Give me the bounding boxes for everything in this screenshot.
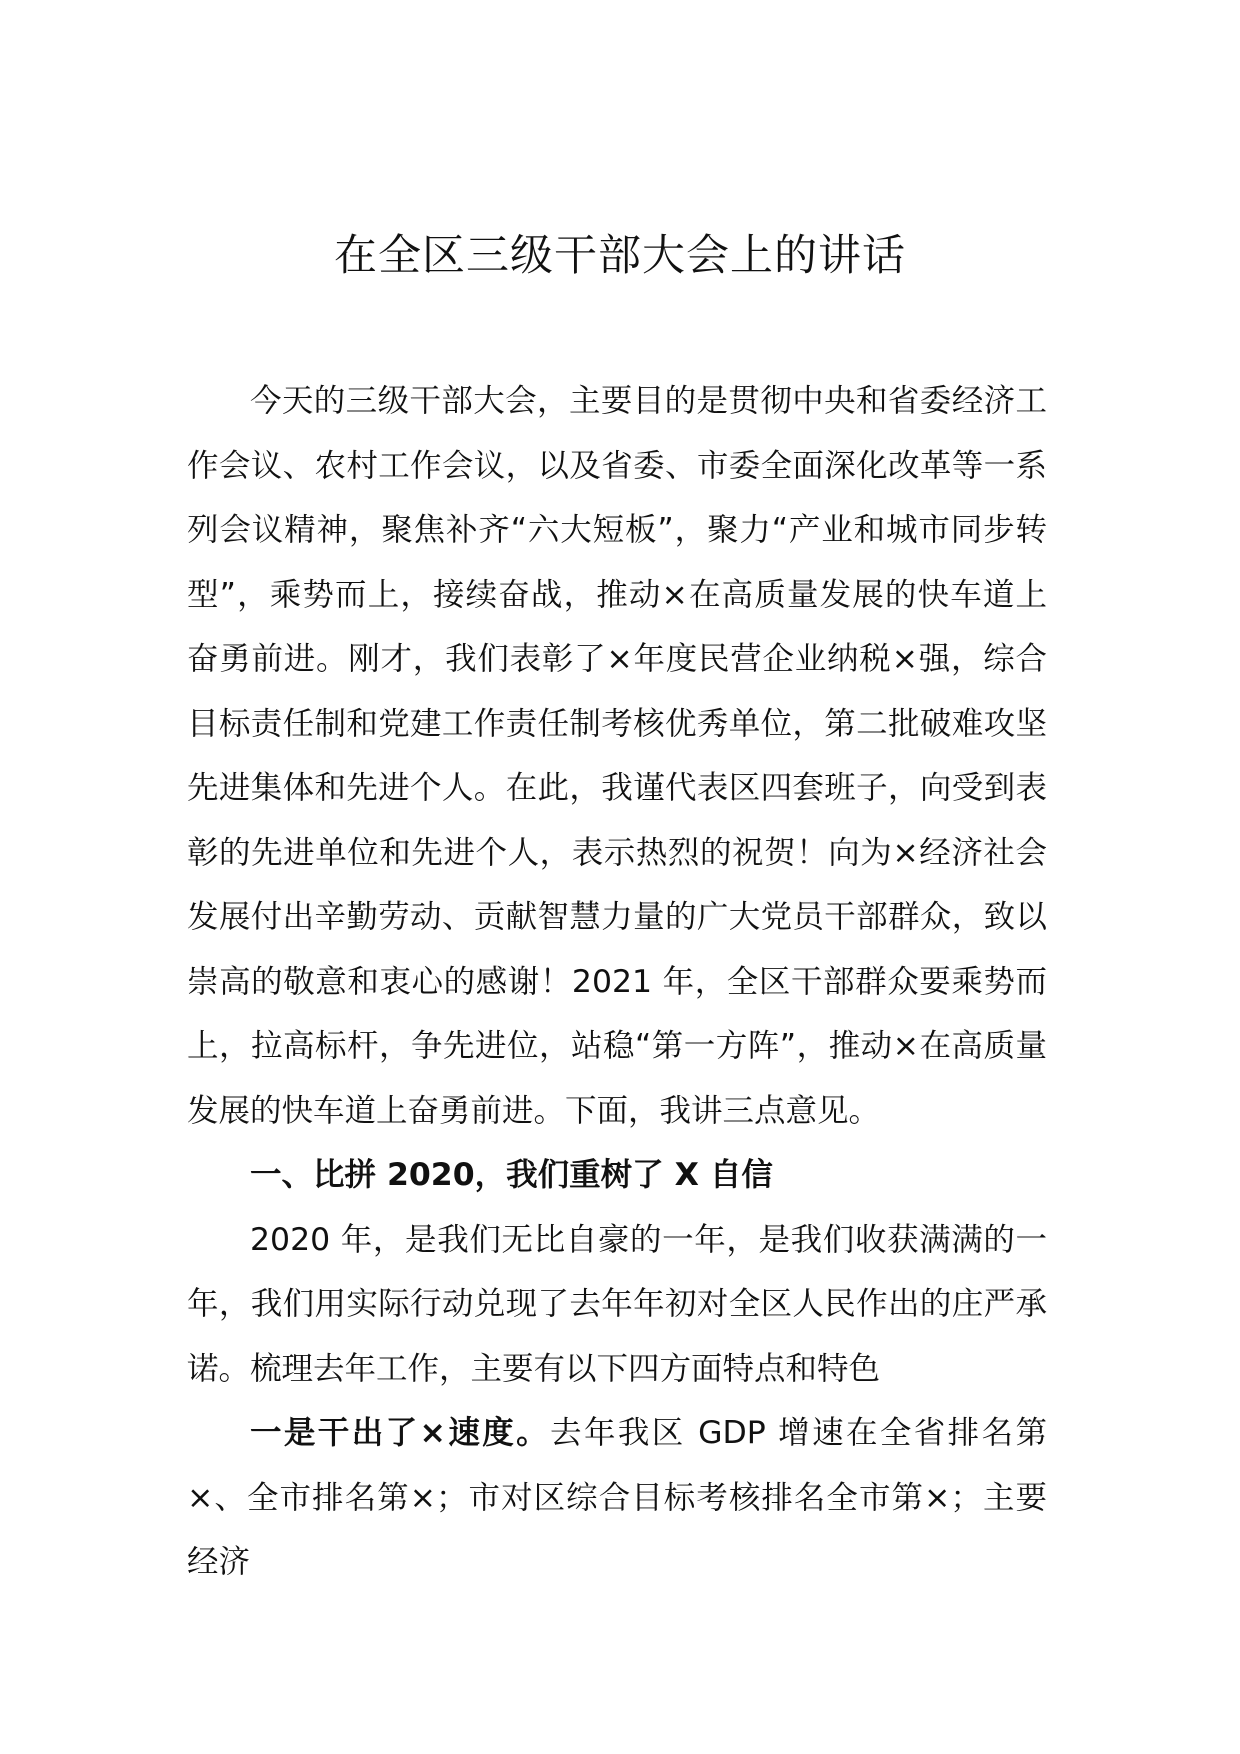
point-one-paragraph — [187, 1401, 1047, 1595]
intro-paragraph: 今天的三级干部大会，主要目的是贯彻中央和省委经济工作会议、农村工作会议，以及省委、市委全面深化改革等一系列会议精神，聚焦补齐“六大短板”，聚力“产业和城市同步转型”，乘势而上，接续奋战，推动×在高质量发展的快车道上奋勇前进。刚才，我们表彰了×年度民营企业纳税×强，综合目标责任制和党建工作责任制考核优秀单位，第二批破难攻坚先进集体和先进个人。在此，我谨代表区四套班子，向受到表彰的先进单位和先进个人，表示热烈的祝贺！向为×经济社会发展付出辛勤劳动、贡献智慧力量的广大党员干部群众，致以崇高的敬意和衷心的感谢！2021 年，全区干部群众要乘势而上，拉高标杆，争先进位，站稳“第一方阵”，推动×在高质量发展的快车道上奋勇前进。下面，我讲三点意见。 — [187, 383, 1047, 1129]
point-one-text: 去年我区 GDP 增速在全省排名第×、全市排名第×；市对区综合目标考核排名全市第×；主要经济 — [187, 1415, 1047, 1580]
document-title: 在全区三级干部大会上的讲话 — [334, 231, 906, 281]
document-body — [187, 369, 1047, 1595]
point-one-lead: 一是干出了×速度。 — [250, 1415, 551, 1451]
section-paragraph: 2020 年，是我们无比自豪的一年，是我们收获满满的一年，我们用实际行动兑现了去年年初对全区人民作出的庄严承诺。梳理去年工作，主要有以下四方面特点和特色 — [187, 1221, 1047, 1387]
section-heading: 一、比拼 2020，我们重树了 X 自信 — [250, 1157, 773, 1193]
